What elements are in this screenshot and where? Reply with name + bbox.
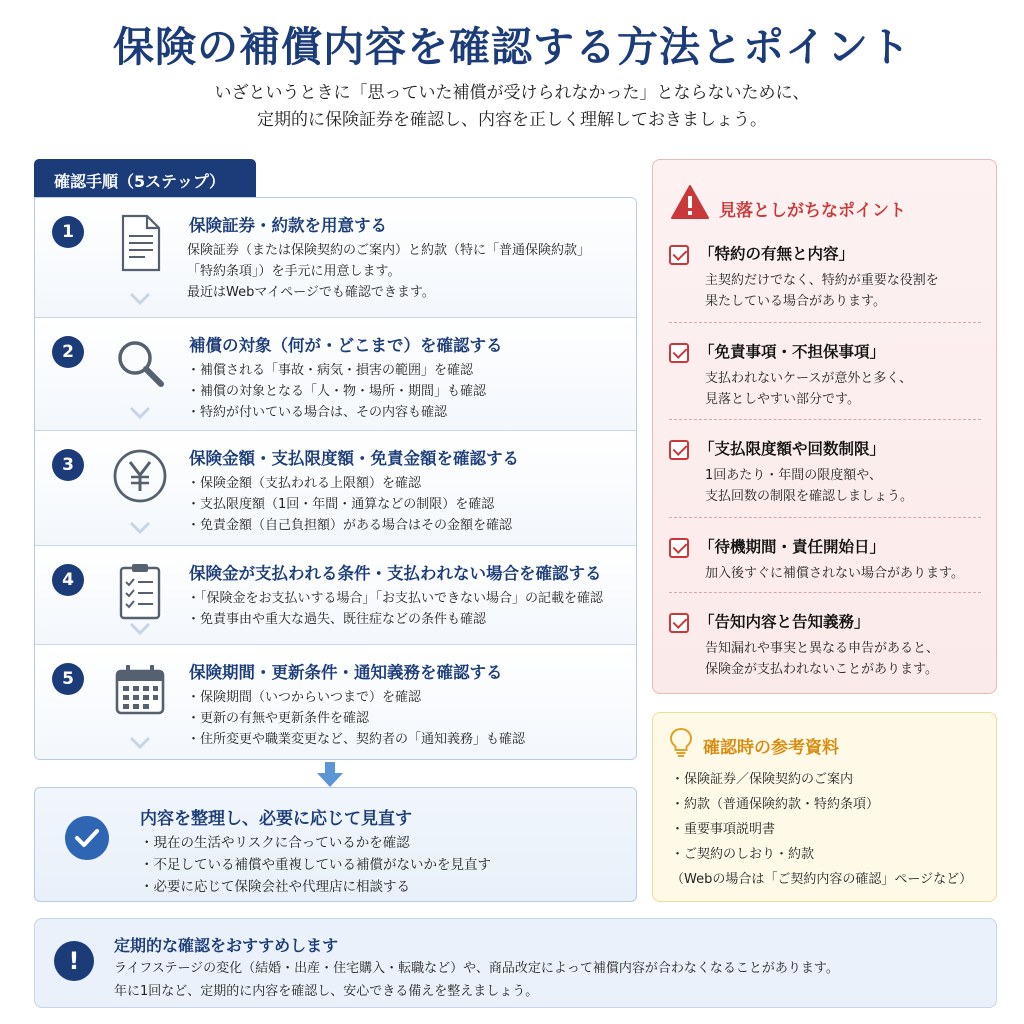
divider (669, 592, 981, 593)
step-2 (35, 318, 636, 431)
step-line: ・免責金額（自己負担額）がある場合はその金額を確認 (187, 518, 513, 533)
arrow-down-icon (315, 762, 345, 788)
steps-panel (34, 197, 637, 760)
reference-item: ・保険証券／保険契約のご案内 (671, 772, 854, 787)
checkbox-icon (669, 538, 689, 558)
step-number: 4 (52, 564, 84, 596)
pitfall-item-title: 「支払限度額や回数制限」 (699, 440, 886, 458)
checkbox-icon (669, 440, 689, 460)
step-line: ・保険期間（いつからいつまで）を確認 (187, 690, 422, 705)
notice-line: 年に1回など、定期的に内容を確認し、安心できる備えを整えましょう。 (114, 984, 539, 999)
pitfall-item-title: 「特約の有無と内容」 (699, 245, 855, 263)
step-number: 3 (52, 449, 84, 481)
step-line: ・補償される「事故・病気・損害の範囲」を確認 (187, 363, 474, 378)
chevron-down-icon (129, 736, 151, 750)
step-line: ・免責事由や重大な過失、既往症などの条件も確認 (187, 612, 487, 627)
review-line: ・不足している補償や重複している補償がないかを見直す (140, 857, 491, 873)
pitfall-item-description (705, 270, 939, 312)
review-line: ・現在の生活やリスクに合っているかを確認 (140, 835, 410, 851)
pitfall-line: 果たしている場合があります。 (705, 294, 886, 309)
exclamation-icon: ! (54, 941, 94, 981)
step-number: 2 (52, 336, 84, 368)
notice-title: 定期的な確認をおすすめします (114, 936, 339, 955)
subtitle-line: 定期的に保険証券を確認し、内容を正しく理解しておきましょう。 (257, 110, 767, 130)
references-title: 確認時の参考資料 (703, 738, 839, 758)
step-line: ・支払限度額（1回・年間・通算などの制限）を確認 (187, 497, 495, 512)
step-description (187, 588, 603, 630)
step-line: ・更新の有無や更新条件を確認 (187, 711, 370, 726)
chevron-down-icon (129, 292, 151, 306)
pitfall-line: 告知漏れや事実と異なる申告があると、 (705, 641, 940, 656)
steps-section-tab: 確認手順（5ステップ） (34, 159, 256, 199)
step-line: 最近はWebマイページでも確認できます。 (187, 285, 435, 300)
pitfall-item-description (705, 465, 913, 507)
reference-item: ・ご契約のしおり・約款 (671, 847, 815, 862)
review-title: 内容を整理し、必要に応じて見直す (140, 809, 412, 829)
magnifier-icon (109, 332, 171, 394)
pitfall-item-title: 「免責事項・不担保事項」 (699, 343, 886, 361)
notice-line: ライフステージの変化（結婚・出産・住宅購入・転職など）や、商品改定によって補償内容が合わなくなることがあります。 (114, 961, 839, 976)
step-1 (35, 198, 636, 318)
reference-item: （Webの場合は「ご契約内容の確認」ページなど） (671, 872, 973, 887)
pitfall-line: 主契約だけでなく、特約が重要な役割を (705, 273, 939, 288)
page-title: 保険の補償内容を確認する方法とポイント (113, 23, 911, 71)
step-description (187, 687, 525, 750)
chevron-down-icon (129, 622, 151, 636)
step-description (187, 473, 512, 536)
step-4 (35, 546, 636, 645)
chevron-down-icon (129, 521, 151, 535)
pitfall-line: 見落としやすい部分です。 (705, 392, 860, 407)
review-box (34, 787, 637, 902)
step-3 (35, 431, 636, 546)
step-title: 保険証券・約款を用意する (189, 216, 387, 235)
step-title: 保険期間・更新条件・通知義務を確認する (189, 663, 503, 682)
step-line: ・補償の対象となる「人・物・場所・期間」も確認 (187, 384, 487, 399)
pitfall-item-description (705, 368, 912, 410)
yen-icon (109, 445, 171, 507)
review-line: ・必要に応じて保険会社や代理店に相談する (140, 879, 410, 895)
step-line: ・特約が付いている場合は、その内容も確認 (187, 405, 448, 420)
checkbox-icon (669, 343, 689, 363)
lightbulb-icon (669, 727, 693, 757)
divider (669, 419, 981, 420)
review-description (140, 832, 491, 898)
document-icon (109, 212, 171, 274)
pitfalls-panel (652, 159, 997, 694)
pitfall-line: 支払回数の制限を確認しましょう。 (705, 489, 914, 504)
pitfall-item-title: 「告知内容と告知義務」 (699, 613, 870, 631)
references-list (671, 767, 972, 892)
reference-item: ・重要事項説明書 (671, 822, 776, 837)
checkmark-circle-icon (65, 816, 109, 860)
clipboard-checklist-icon (109, 560, 171, 622)
checkbox-icon (669, 613, 689, 633)
step-number: 5 (52, 663, 84, 695)
step-5 (35, 645, 636, 760)
step-title: 保険金が支払われる条件・支払われない場合を確認する (189, 564, 602, 583)
pitfall-item-description (705, 563, 964, 584)
step-line: 「特約条項」）を手元に用意します。 (187, 264, 401, 279)
step-number: 1 (52, 216, 84, 248)
references-panel (652, 712, 997, 902)
warning-icon (670, 184, 710, 220)
recommendation-notice (34, 918, 997, 1008)
notice-description (114, 957, 839, 1003)
pitfall-line: 保険金が支払われないことがあります。 (705, 662, 938, 677)
pitfall-line: 支払われないケースが意外と多く、 (705, 371, 913, 386)
page-subtitle (0, 80, 1024, 134)
divider (669, 322, 981, 323)
step-line: ・「保険金をお支払いする場合」「お支払いできない場合」の記載を確認 (187, 591, 604, 606)
pitfall-item-title: 「待機期間・責任開始日」 (699, 538, 886, 556)
step-description (187, 240, 590, 303)
step-title: 保険金額・支払限度額・免責金額を確認する (189, 449, 519, 468)
pitfall-item-description (705, 638, 939, 680)
pitfall-line: 1回あたり・年間の限度額や、 (705, 468, 883, 483)
step-line: ・住所変更や職業変更など、契約者の「通知義務」も確認 (187, 732, 526, 747)
calendar-icon (109, 659, 171, 721)
step-line: 保険証券（または保険契約のご案内）と約款（特に「普通保険約款」 (187, 243, 591, 258)
divider (669, 517, 981, 518)
checkbox-icon (669, 245, 689, 265)
subtitle-line: いざというときに「思っていた補償が受けられなかった」とならないために、 (214, 83, 810, 103)
reference-item: ・約款（普通保険約款・特約条項） (671, 797, 880, 812)
chevron-down-icon (129, 406, 151, 420)
pitfalls-title: 見落としがちなポイント (719, 201, 906, 221)
pitfall-line: 加入後すぐに補償されない場合があります。 (705, 566, 964, 581)
step-title: 補償の対象（何が・どこまで）を確認する (189, 336, 503, 355)
step-line: ・保険金額（支払われる上限額）を確認 (187, 476, 422, 491)
step-description (187, 360, 486, 423)
